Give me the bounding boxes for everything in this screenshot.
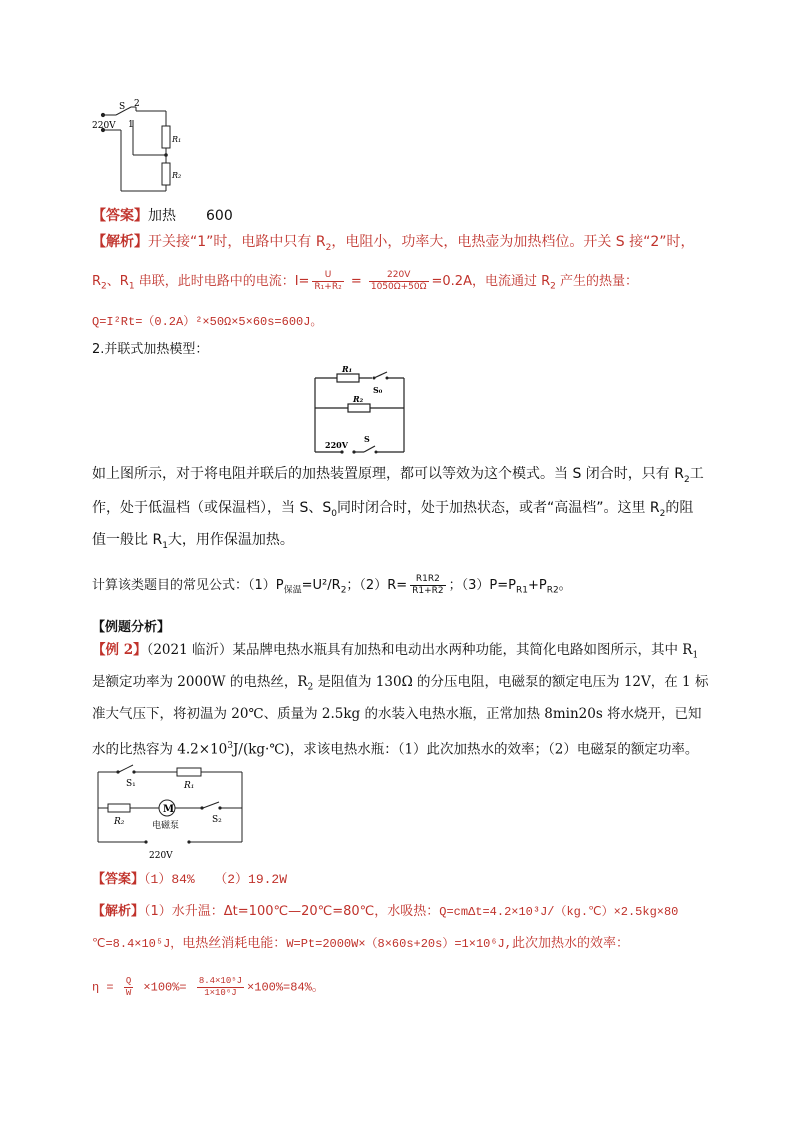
- formula-f: 。: [558, 578, 572, 593]
- r2-label: R₂: [114, 817, 125, 827]
- exp1-l2-b: 、R: [106, 274, 129, 289]
- exp2-l1-b: Q=cmΔt=4.2×10³J/（kg.℃）×2.5kg×80: [439, 905, 679, 919]
- exp1-l2-sub1: 2: [101, 281, 107, 292]
- explanation-2-line3: [92, 976, 324, 999]
- answer-2: [92, 870, 287, 890]
- exp1-text-a: 开关接“1”时，电路中只有 R: [148, 234, 326, 250]
- explanation-2-line1: [92, 902, 678, 922]
- formula-e: +P: [527, 578, 547, 593]
- exp1-eq: =: [346, 274, 366, 289]
- switch-label: S: [119, 102, 126, 112]
- formula-line: [92, 574, 572, 601]
- explanation-1-line2: [92, 270, 638, 297]
- r1-label: R₁: [172, 135, 182, 144]
- ex2-l4-b: J/(kg·℃)，求该电热水瓶：（1）此次加热水的效率；（2）电磁泵的额定功率。: [233, 741, 699, 758]
- para-l3-a: 值一般比 R: [92, 532, 163, 548]
- motor-icon: M: [163, 804, 175, 815]
- answer-value: 600: [206, 208, 233, 224]
- frac-den: 1050Ω+50Ω: [370, 282, 427, 292]
- exp2-l2-d: 此次加热水的效率：: [511, 936, 629, 951]
- ex2-l1-sub: 1: [692, 650, 699, 661]
- frac-den: R1+R2: [412, 586, 444, 596]
- formula-d: ；（3）P=P: [448, 578, 516, 593]
- exp2-l3-c: ×100%=84%。: [247, 980, 324, 995]
- para-l1-a: 如上图所示，对于将电阻并联后的加热装置原理，都可以等效为这个模式。当 S 闭合时，只有 R: [92, 466, 684, 482]
- section-title-examples: 【例题分析】: [92, 620, 171, 635]
- para-l2-a: 作，处于低温档（或保温档），当 S、S: [92, 500, 332, 516]
- explanation-2-line2: [92, 934, 629, 954]
- example-2-line3: 准大气压下，将初温为 20℃、质量为 2.5kg 的水装入电热水瓶，正常加热 8min20s 将水烧开，已知: [92, 706, 702, 722]
- r2-label: R₂: [353, 394, 364, 404]
- formula-d-sub1: R1: [515, 585, 528, 596]
- pump-label: 电磁泵: [152, 821, 180, 831]
- voltage-label: 220V: [325, 440, 348, 450]
- exp1-l2-e: 产生的热量：: [555, 274, 639, 289]
- value-fraction: [369, 270, 429, 293]
- frac-den: 1×10⁶J: [204, 988, 237, 998]
- formula-b-sub: 2: [340, 585, 347, 596]
- parallel-resistance-fraction: [410, 574, 446, 597]
- ex2-l2-a: 是额定功率为 2000W 的电热丝，R: [92, 674, 308, 690]
- para-l3-b: 大，用作保温加热。: [167, 532, 294, 548]
- switch-pos-2: 2: [134, 99, 140, 109]
- answer-1: [92, 206, 233, 226]
- exp1-l2-sub2: 1: [128, 281, 135, 292]
- example-2-line4: [92, 736, 698, 760]
- s-label: S: [364, 434, 370, 444]
- parallel-circuit-diagram: [310, 364, 410, 458]
- answer-tag: 【答案】: [92, 872, 145, 887]
- explanation-1-line1: [92, 232, 695, 258]
- r2-label: R₂: [172, 171, 182, 180]
- para-l3-sub: 1: [162, 540, 168, 551]
- paragraph-line2: [92, 498, 693, 524]
- voltage-label: 220V: [92, 121, 116, 131]
- s2-label: S₂: [212, 815, 222, 825]
- example-2-line2: [92, 672, 708, 698]
- frac-num: 220V: [369, 270, 429, 282]
- exp2-l2-c: W=Pt=2000W×（8×60s+20s）=1×10⁶J,: [286, 937, 512, 951]
- explanation-tag: 【解析】: [92, 234, 148, 250]
- exp2-l1-a: （1）水升温：Δt=100℃—20℃=80℃，水吸热：: [144, 904, 440, 919]
- example-2-line1: [92, 640, 698, 666]
- frac-num: Q: [125, 976, 132, 986]
- frac-num: U: [312, 270, 343, 282]
- switch-pos-1: 1: [128, 120, 134, 130]
- para-l2-c: 的阻: [665, 500, 694, 516]
- frac-num: R1R2: [410, 574, 446, 586]
- exp1-l2-d: =0.2A，电流通过 R: [431, 274, 551, 289]
- frac-den: R₁+R₂: [314, 282, 342, 292]
- exp1-l2-sub3: 2: [550, 281, 556, 292]
- para-l2-b: 同时闭合时，处于加热状态，或者“高温档”。这里 R: [336, 500, 660, 516]
- para-l1-sub: 2: [683, 474, 690, 485]
- frac-den: W: [125, 988, 132, 998]
- answer-text: 加热: [148, 208, 176, 224]
- r1-label: R₁: [184, 781, 195, 791]
- current-fraction: [312, 270, 343, 293]
- exp2-l3-a: η =: [92, 980, 121, 995]
- exp1-l2-c: 串联，此时电路中的电流：I=: [134, 274, 310, 289]
- kettle-circuit-diagram: [90, 762, 250, 862]
- section-title-parallel: 2.并联式加热模型：: [92, 342, 209, 357]
- efficiency-fraction: [124, 976, 133, 999]
- explanation-tag: 【解析】: [92, 904, 145, 919]
- exp1-text-b: ，电阻小，功率大，电热壶为加热档位。开关 S 接“2”时，: [331, 234, 695, 250]
- energy-fraction: [197, 976, 244, 999]
- ex2-l4-a: 水的比热容为 4.2×10: [92, 741, 228, 758]
- exp1-l2-a: R: [92, 274, 102, 289]
- voltage-label: 220V: [149, 851, 173, 861]
- ex2-l1-a: （2021 临沂）某品牌电热水瓶具有加热和电动出水两种功能，其简化电路如图所示，其中 R: [146, 642, 693, 658]
- exp1-sub: 2: [325, 242, 332, 253]
- formula-d-sub2: R2: [546, 585, 559, 596]
- ex2-l2-sub: 2: [307, 682, 314, 693]
- explanation-1-line3: Q=I²Rt=（0.2A）²×50Ω×5×60s=600J。: [92, 315, 323, 329]
- formula-c: ；（2）R=: [346, 578, 408, 593]
- exp2-l3-b: ×100%=: [136, 980, 194, 995]
- s0-label: S₀: [373, 385, 383, 395]
- ex2-l4-sup: 3: [227, 741, 233, 751]
- ex2-l2-b: 是阻值为 130Ω 的分压电阻，电磁泵的额定电压为 12V，在 1 标: [313, 674, 709, 690]
- answer-tag: 【答案】: [92, 208, 148, 224]
- frac-num: 8.4×10⁵J: [198, 976, 243, 986]
- formula-a: 计算该类题目的常见公式：（1）P: [92, 578, 284, 593]
- series-circuit-diagram: [88, 98, 208, 196]
- para-l2-sub2: 2: [659, 508, 666, 519]
- answer-text: （1）84% （2）19.2W: [144, 872, 288, 887]
- para-l1-b: 工: [689, 466, 704, 482]
- example-tag: 【例 2】: [92, 642, 147, 658]
- formula-b: =U²/R: [301, 578, 341, 593]
- exp2-l2-a: ℃=8.4×10⁵J，: [92, 937, 183, 951]
- r1-label: R₁: [342, 364, 353, 374]
- paragraph-line1: [92, 464, 704, 490]
- paragraph-line3: [92, 530, 294, 556]
- s1-label: S₁: [126, 779, 136, 789]
- para-l2-sub: 0: [331, 508, 337, 519]
- exp2-l2-b: 电热丝消耗电能：: [182, 936, 287, 951]
- formula-a-sub: 保温: [283, 585, 302, 596]
